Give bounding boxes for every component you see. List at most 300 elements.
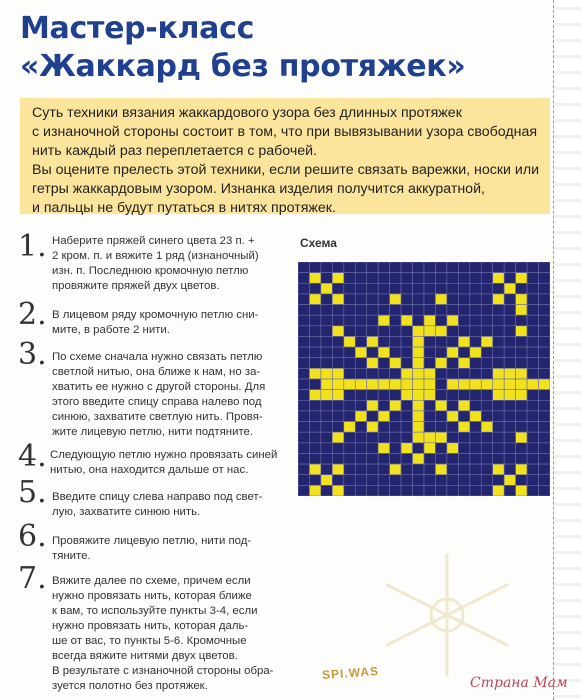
scheme-cell-dark [435, 283, 446, 294]
scheme-cell-dark [458, 485, 469, 496]
scheme-cell-dark [390, 453, 401, 464]
title-line-1: Мастер-класс [20, 11, 255, 46]
scheme-cell-dark [527, 400, 538, 411]
scheme-cell-dark [493, 262, 504, 273]
scheme-cell-light [504, 390, 515, 401]
scheme-cell-dark [378, 390, 389, 401]
scheme-cell-light [378, 411, 389, 422]
scheme-cell-dark [539, 368, 550, 379]
scheme-cell-light [424, 443, 435, 454]
scheme-cell-dark [298, 453, 309, 464]
scheme-cell-dark [539, 273, 550, 284]
watermark-site: Страна Мам [470, 675, 568, 691]
scheme-cell-dark [309, 411, 320, 422]
scheme-cell-dark [458, 283, 469, 294]
scheme-cell-dark [470, 283, 481, 294]
scheme-cell-light [390, 464, 401, 475]
scheme-cell-dark [413, 273, 424, 284]
scheme-cell-light [493, 368, 504, 379]
scheme-cell-light [424, 432, 435, 443]
scheme-cell-dark [390, 485, 401, 496]
step-text: Введите спицу слева направо под свет- лую, захватите синюю нить. [52, 491, 263, 518]
scheme-cell-dark [493, 283, 504, 294]
scheme-cell-light [481, 379, 492, 390]
scheme-cell-dark [447, 294, 458, 305]
scheme-cell-dark [355, 464, 366, 475]
scheme-label: Схема [300, 236, 337, 250]
scheme-cell-light [390, 358, 401, 369]
scheme-cell-dark [378, 422, 389, 433]
scheme-cell-light [332, 273, 343, 284]
scheme-cell-dark [332, 443, 343, 454]
scheme-cell-dark [481, 347, 492, 358]
scheme-cell-dark [527, 315, 538, 326]
scheme-cell-light [424, 315, 435, 326]
scheme-cell-dark [539, 443, 550, 454]
scheme-cell-dark [447, 326, 458, 337]
scheme-cell-dark [527, 283, 538, 294]
scheme-cell-light [390, 400, 401, 411]
scheme-cell-light [493, 294, 504, 305]
scheme-cell-dark [298, 475, 309, 486]
scheme-cell-dark [344, 475, 355, 486]
scheme-cell-light [413, 379, 424, 390]
scheme-cell-dark [504, 326, 515, 337]
scheme-cell-dark [539, 315, 550, 326]
scheme-cell-dark [516, 453, 527, 464]
scheme-cell-dark [504, 336, 515, 347]
scheme-cell-dark [390, 347, 401, 358]
scheme-cell-dark [493, 315, 504, 326]
scheme-cell-dark [390, 336, 401, 347]
scheme-cell-dark [344, 390, 355, 401]
scheme-cell-light [447, 443, 458, 454]
scheme-cell-dark [539, 475, 550, 486]
scheme-cell-light [493, 379, 504, 390]
scheme-cell-dark [390, 283, 401, 294]
scheme-cell-dark [321, 347, 332, 358]
scheme-cell-dark [493, 443, 504, 454]
scheme-cell-light [458, 422, 469, 433]
intro-box [20, 98, 550, 214]
scheme-cell-light [516, 390, 527, 401]
scheme-cell-dark [332, 400, 343, 411]
step-text: В лицевом ряду кромочную петлю сни- мите, в работе 2 нити. [52, 309, 259, 336]
scheme-cell-dark [401, 294, 412, 305]
scheme-cell-dark [344, 273, 355, 284]
step-text: По схеме сначала нужно связать петлю светлой нитью, она ближе к нам, но за- хватить ее нужно с другой стороны. Для этого введите спицу справа налево под синюю, захватите светлую нить. Провя- жите лицевую петлю, нити подтяните. [52, 351, 266, 438]
scheme-cell-dark [309, 347, 320, 358]
scheme-cell-light [390, 294, 401, 305]
scheme-cell-dark [321, 453, 332, 464]
step-text: Следующую петлю нужно провязать синей нитью, она находится дальше от нас. [50, 449, 278, 476]
scheme-cell-dark [481, 283, 492, 294]
scheme-cell-dark [321, 400, 332, 411]
page-title [20, 10, 540, 86]
scheme-cell-dark [504, 400, 515, 411]
scheme-cell-dark [413, 475, 424, 486]
scheme-cell-dark [367, 411, 378, 422]
scheme-cell-dark [470, 273, 481, 284]
scheme-cell-light [458, 400, 469, 411]
scheme-cell-dark [527, 273, 538, 284]
scheme-cell-dark [355, 294, 366, 305]
scheme-cell-dark [424, 464, 435, 475]
scheme-cell-light [367, 400, 378, 411]
scheme-cell-dark [367, 464, 378, 475]
scheme-cell-light [413, 453, 424, 464]
scheme-cell-dark [481, 358, 492, 369]
scheme-cell-dark [390, 326, 401, 337]
scheme-cell-dark [481, 273, 492, 284]
scheme-cell-light [493, 273, 504, 284]
scheme-cell-light [516, 305, 527, 316]
scheme-cell-light [527, 379, 538, 390]
scheme-cell-dark [344, 432, 355, 443]
scheme-cell-dark [447, 262, 458, 273]
scheme-cell-dark [435, 347, 446, 358]
scheme-cell-dark [493, 475, 504, 486]
scheme-cell-dark [527, 347, 538, 358]
scheme-cell-dark [493, 347, 504, 358]
scheme-cell-dark [527, 390, 538, 401]
scheme-cell-dark [413, 315, 424, 326]
scheme-cell-dark [447, 400, 458, 411]
scheme-cell-dark [481, 326, 492, 337]
scheme-cell-dark [424, 283, 435, 294]
step-text: Наберите пряжей синего цвета 23 п. + 2 кром. п. и вяжите 1 ряд (изнаночный) изн. п. Последнюю кромочную петлю провяжите пряжей двух цветов. [52, 235, 259, 292]
scheme-cell-dark [504, 453, 515, 464]
scheme-cell-dark [298, 283, 309, 294]
scheme-cell-dark [470, 485, 481, 496]
scheme-cell-dark [527, 336, 538, 347]
scheme-cell-dark [355, 453, 366, 464]
scheme-cell-dark [390, 443, 401, 454]
scheme-cell-dark [481, 464, 492, 475]
scheme-cell-dark [493, 358, 504, 369]
scheme-cell-dark [493, 305, 504, 316]
scheme-cell-dark [424, 453, 435, 464]
scheme-cell-dark [332, 283, 343, 294]
scheme-cell-dark [321, 443, 332, 454]
scheme-cell-dark [458, 315, 469, 326]
scheme-cell-dark [298, 294, 309, 305]
scheme-cell-dark [309, 315, 320, 326]
scheme-cell-dark [309, 443, 320, 454]
scheme-cell-light [516, 326, 527, 337]
snowflake-decoration [357, 540, 537, 690]
scheme-cell-light [470, 347, 481, 358]
scheme-cell-light [378, 379, 389, 390]
step-number: 6. [18, 519, 47, 554]
scheme-cell-dark [527, 432, 538, 443]
scheme-cell-dark [309, 305, 320, 316]
scheme-cell-dark [458, 262, 469, 273]
scheme-cell-dark [355, 336, 366, 347]
scheme-cell-dark [378, 432, 389, 443]
scheme-cell-light [481, 336, 492, 347]
scheme-cell-dark [458, 305, 469, 316]
scheme-cell-dark [355, 368, 366, 379]
scheme-cell-dark [458, 475, 469, 486]
step-number: 5. [18, 475, 47, 510]
scheme-cell-dark [516, 283, 527, 294]
step-number: 2. [18, 297, 47, 332]
scheme-cell-dark [355, 273, 366, 284]
scheme-cell-dark [435, 273, 446, 284]
scheme-cell-dark [481, 368, 492, 379]
scheme-cell-light [413, 432, 424, 443]
scheme-cell-light [321, 379, 332, 390]
scheme-cell-light [344, 379, 355, 390]
scheme-cell-dark [401, 358, 412, 369]
scheme-cell-dark [332, 305, 343, 316]
scheme-cell-dark [424, 485, 435, 496]
scheme-cell-dark [378, 358, 389, 369]
scheme-cell-dark [332, 347, 343, 358]
scheme-cell-dark [527, 326, 538, 337]
scheme-cell-dark [539, 336, 550, 347]
scheme-cell-light [516, 485, 527, 496]
scheme-cell-dark [321, 336, 332, 347]
scheme-cell-dark [516, 411, 527, 422]
scheme-cell-dark [321, 262, 332, 273]
scheme-cell-dark [458, 273, 469, 284]
scheme-cell-dark [344, 283, 355, 294]
scheme-cell-dark [539, 358, 550, 369]
scheme-cell-dark [298, 411, 309, 422]
intro-line: гетры жаккардовым узором. Изнанка изделия получится аккуратной, [32, 181, 485, 197]
scheme-cell-dark [516, 422, 527, 433]
scheme-cell-dark [378, 485, 389, 496]
scheme-cell-light [435, 432, 446, 443]
scheme-cell-light [435, 294, 446, 305]
scheme-cell-dark [298, 305, 309, 316]
step-text: Вяжите далее по схеме, причем если нужно провязать нить, которая ближе к вам, то используйте пункты 3-4, если нужно провязать нить, которая даль- ше от вас, то пункты 5-6. Кромочные всегда вяжите нитями двух цветов. В результате с изнаночной стороны обра- зуется полотно без протяжек. [52, 575, 274, 692]
scheme-cell-dark [435, 305, 446, 316]
scheme-cell-dark [435, 368, 446, 379]
scheme-cell-dark [516, 358, 527, 369]
scheme-svg [298, 262, 550, 496]
scheme-cell-light [424, 326, 435, 337]
scheme-cell-dark [367, 283, 378, 294]
scheme-cell-dark [344, 294, 355, 305]
scheme-cell-dark [424, 475, 435, 486]
scheme-cell-dark [435, 485, 446, 496]
scheme-cell-dark [481, 305, 492, 316]
scheme-cell-light [367, 336, 378, 347]
scheme-cell-dark [321, 411, 332, 422]
scheme-cell-light [355, 347, 366, 358]
scheme-cell-dark [401, 453, 412, 464]
scheme-cell-dark [355, 485, 366, 496]
scheme-cell-dark [298, 379, 309, 390]
scheme-cell-dark [344, 305, 355, 316]
scheme-cell-dark [344, 453, 355, 464]
scheme-cell-dark [401, 273, 412, 284]
scheme-cell-light [321, 368, 332, 379]
scheme-cell-dark [378, 326, 389, 337]
scheme-cell-dark [367, 475, 378, 486]
scheme-cell-dark [298, 422, 309, 433]
scheme-cell-dark [435, 262, 446, 273]
scheme-cell-light [504, 283, 515, 294]
intro-line: с изнаночной стороны состоит в том, что при вывязывании узора свободная [32, 124, 538, 140]
scheme-cell-dark [413, 464, 424, 475]
scheme-cell-light [321, 283, 332, 294]
scheme-cell-dark [435, 315, 446, 326]
scheme-cell-dark [298, 464, 309, 475]
scheme-cell-light [516, 432, 527, 443]
scheme-cell-dark [458, 326, 469, 337]
scheme-cell-light [332, 464, 343, 475]
scheme-cell-dark [424, 294, 435, 305]
scheme-cell-dark [470, 390, 481, 401]
scheme-cell-dark [516, 336, 527, 347]
scheme-cell-dark [298, 262, 309, 273]
scheme-cell-dark [298, 443, 309, 454]
scheme-cell-light [378, 315, 389, 326]
scheme-cell-dark [447, 475, 458, 486]
scheme-cell-light [504, 475, 515, 486]
scheme-cell-dark [424, 422, 435, 433]
scheme-cell-light [332, 326, 343, 337]
scheme-cell-dark [424, 273, 435, 284]
scheme-cell-dark [539, 262, 550, 273]
scheme-cell-dark [516, 443, 527, 454]
scheme-cell-dark [516, 400, 527, 411]
scheme-cell-dark [470, 453, 481, 464]
scheme-cell-dark [344, 347, 355, 358]
scheme-cell-light [378, 443, 389, 454]
scheme-cell-dark [344, 485, 355, 496]
scheme-cell-dark [401, 336, 412, 347]
scheme-cell-dark [527, 464, 538, 475]
scheme-cell-dark [378, 368, 389, 379]
scheme-cell-light [493, 464, 504, 475]
scheme-cell-dark [401, 411, 412, 422]
scheme-cell-dark [355, 475, 366, 486]
scheme-cell-light [424, 390, 435, 401]
scheme-cell-light [309, 273, 320, 284]
scheme-cell-dark [527, 443, 538, 454]
scheme-cell-dark [390, 315, 401, 326]
scheme-cell-light [367, 379, 378, 390]
scheme-cell-dark [321, 485, 332, 496]
scheme-cell-dark [390, 390, 401, 401]
scheme-cell-dark [344, 400, 355, 411]
scheme-cell-dark [344, 411, 355, 422]
scheme-cell-light [493, 390, 504, 401]
scheme-cell-light [344, 336, 355, 347]
scheme-cell-dark [504, 411, 515, 422]
scheme-cell-dark [493, 411, 504, 422]
scheme-cell-dark [321, 358, 332, 369]
scheme-cell-dark [401, 464, 412, 475]
scheme-cell-dark [390, 305, 401, 316]
scheme-cell-dark [435, 475, 446, 486]
scheme-cell-light [413, 358, 424, 369]
scheme-cell-dark [539, 326, 550, 337]
scheme-cell-dark [298, 273, 309, 284]
scheme-cell-dark [516, 347, 527, 358]
scheme-cell-dark [493, 400, 504, 411]
scheme-cell-dark [470, 358, 481, 369]
scheme-cell-dark [332, 422, 343, 433]
scheme-cell-dark [481, 485, 492, 496]
scheme-cell-light [435, 326, 446, 337]
scheme-cell-dark [378, 262, 389, 273]
scheme-cell-light [435, 400, 446, 411]
scheme-cell-dark [309, 475, 320, 486]
scheme-cell-light [539, 379, 550, 390]
scheme-cell-dark [355, 443, 366, 454]
scheme-cell-dark [413, 485, 424, 496]
scheme-cell-light [424, 368, 435, 379]
scheme-cell-dark [481, 443, 492, 454]
scheme-cell-dark [332, 358, 343, 369]
scheme-cell-dark [355, 432, 366, 443]
scheme-cell-dark [527, 485, 538, 496]
scheme-cell-dark [413, 294, 424, 305]
scheme-cell-light [413, 390, 424, 401]
scheme-cell-dark [458, 294, 469, 305]
scheme-cell-dark [527, 305, 538, 316]
scheme-cell-dark [332, 262, 343, 273]
scheme-cell-dark [321, 305, 332, 316]
scheme-cell-dark [424, 336, 435, 347]
scheme-cell-dark [424, 411, 435, 422]
torn-edge [553, 0, 581, 700]
scheme-cell-dark [447, 273, 458, 284]
scheme-cell-dark [321, 294, 332, 305]
scheme-cell-dark [332, 411, 343, 422]
scheme-cell-dark [378, 453, 389, 464]
scheme-cell-light [367, 422, 378, 433]
step-number: 4. [18, 439, 47, 474]
scheme-cell-dark [539, 305, 550, 316]
scheme-cell-light [309, 294, 320, 305]
scheme-cell-dark [447, 432, 458, 443]
scheme-cell-light [516, 273, 527, 284]
scheme-cell-dark [332, 336, 343, 347]
scheme-cell-dark [527, 262, 538, 273]
scheme-cell-dark [435, 422, 446, 433]
scheme-cell-dark [458, 443, 469, 454]
scheme-cell-dark [309, 453, 320, 464]
intro-line: Вы оцените прелесть этой техники, если решите связать варежки, носки или [32, 162, 540, 178]
scheme-cell-dark [378, 464, 389, 475]
scheme-cell-light [413, 368, 424, 379]
scheme-cell-dark [424, 358, 435, 369]
scheme-cell-dark [447, 464, 458, 475]
scheme-cell-dark [447, 358, 458, 369]
scheme-cell-light [332, 390, 343, 401]
scheme-cell-dark [298, 432, 309, 443]
scheme-cell-dark [344, 464, 355, 475]
scheme-cell-dark [435, 443, 446, 454]
scheme-cell-dark [493, 432, 504, 443]
scheme-cell-light [355, 411, 366, 422]
scheme-cell-dark [344, 262, 355, 273]
scheme-cell-dark [378, 336, 389, 347]
scheme-cell-light [401, 443, 412, 454]
scheme-cell-dark [516, 315, 527, 326]
scheme-cell-dark [470, 443, 481, 454]
scheme-cell-light [401, 390, 412, 401]
scheme-cell-dark [321, 326, 332, 337]
scheme-cell-dark [378, 294, 389, 305]
